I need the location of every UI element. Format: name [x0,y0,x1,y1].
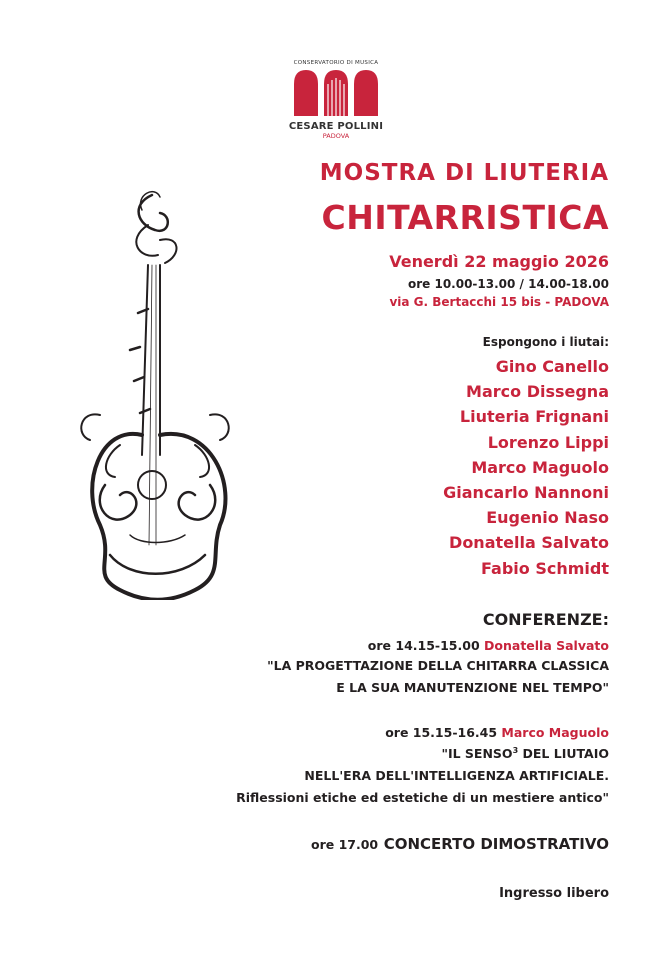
conf2-title-line-3: Riflessioni etiche ed estetiche di un mestiere antico" [236,790,609,805]
logo-name: CESARE POLLINI [288,121,384,132]
conf2-header [385,725,609,740]
entry-note: Ingresso libero [499,886,609,901]
conf1-title-line-2: E LA SUA MANUTENZIONE NEL TEMPO" [336,680,609,695]
organ-pipes-icon [288,66,384,116]
guitar-illustration [60,185,240,600]
exhibitors-label: Espongono i liutai: [482,335,609,349]
conferences-title: CONFERENZE: [482,610,609,629]
exhibitor-item: Marco Maguolo [471,457,609,477]
event-hours: ore 10.00-13.00 / 14.00-18.00 [407,277,609,291]
concert-line [311,834,609,853]
logo-top-text: CONSERVATORIO DI MUSICA [293,60,379,66]
conf2-title-part-a: "IL SENSO [441,746,513,762]
conf1-speaker: Donatella Salvato [484,638,609,653]
conf2-title-superscript: 3 [512,746,519,755]
event-address: via G. Bertacchi 15 bis - PADOVA [389,295,609,309]
exhibitor-item: Eugenio Naso [486,508,609,528]
exhibitor-item: Gino Canello [495,357,609,376]
conf1-time: ore 14.15-15.00 [367,638,480,653]
event-date: Venerdì 22 maggio 2026 [389,252,609,271]
title-line-1: MOSTRA DI LIUTERIA [319,160,609,186]
conf2-title-part-b: DEL LIUTAIO [518,746,609,762]
exhibitors-list [443,354,609,581]
exhibitor-item: Lorenzo Lippi [487,432,609,452]
conf2-speaker: Marco Maguolo [501,725,609,740]
title-line-2: CHITARRISTICA [321,198,609,237]
concert-label: CONCERTO DIMOSTRATIVO [383,835,609,853]
conf2-title-line-1 [441,746,609,761]
exhibitor-item: Marco Dissegna [466,382,609,402]
exhibitor-item: Giancarlo Nannoni [443,482,609,502]
conf2-title-line-2: NELL'ERA DELL'INTELLIGENZA ARTIFICIALE. [304,768,609,783]
exhibitor-item: Fabio Schmidt [481,558,609,578]
exhibitor-item: Liuteria Frignani [459,407,609,427]
conf2-time: ore 15.15-16.45 [385,725,498,740]
logo-city: PADOVA [322,132,350,140]
concert-time: ore 17.00 [310,837,379,852]
conf1-header [368,638,609,653]
conservatory-logo [288,60,384,138]
conf1-title-line-1: "LA PROGETTAZIONE DELLA CHITARRA CLASSICA [267,658,609,673]
exhibitor-item: Donatella Salvato [449,533,609,553]
